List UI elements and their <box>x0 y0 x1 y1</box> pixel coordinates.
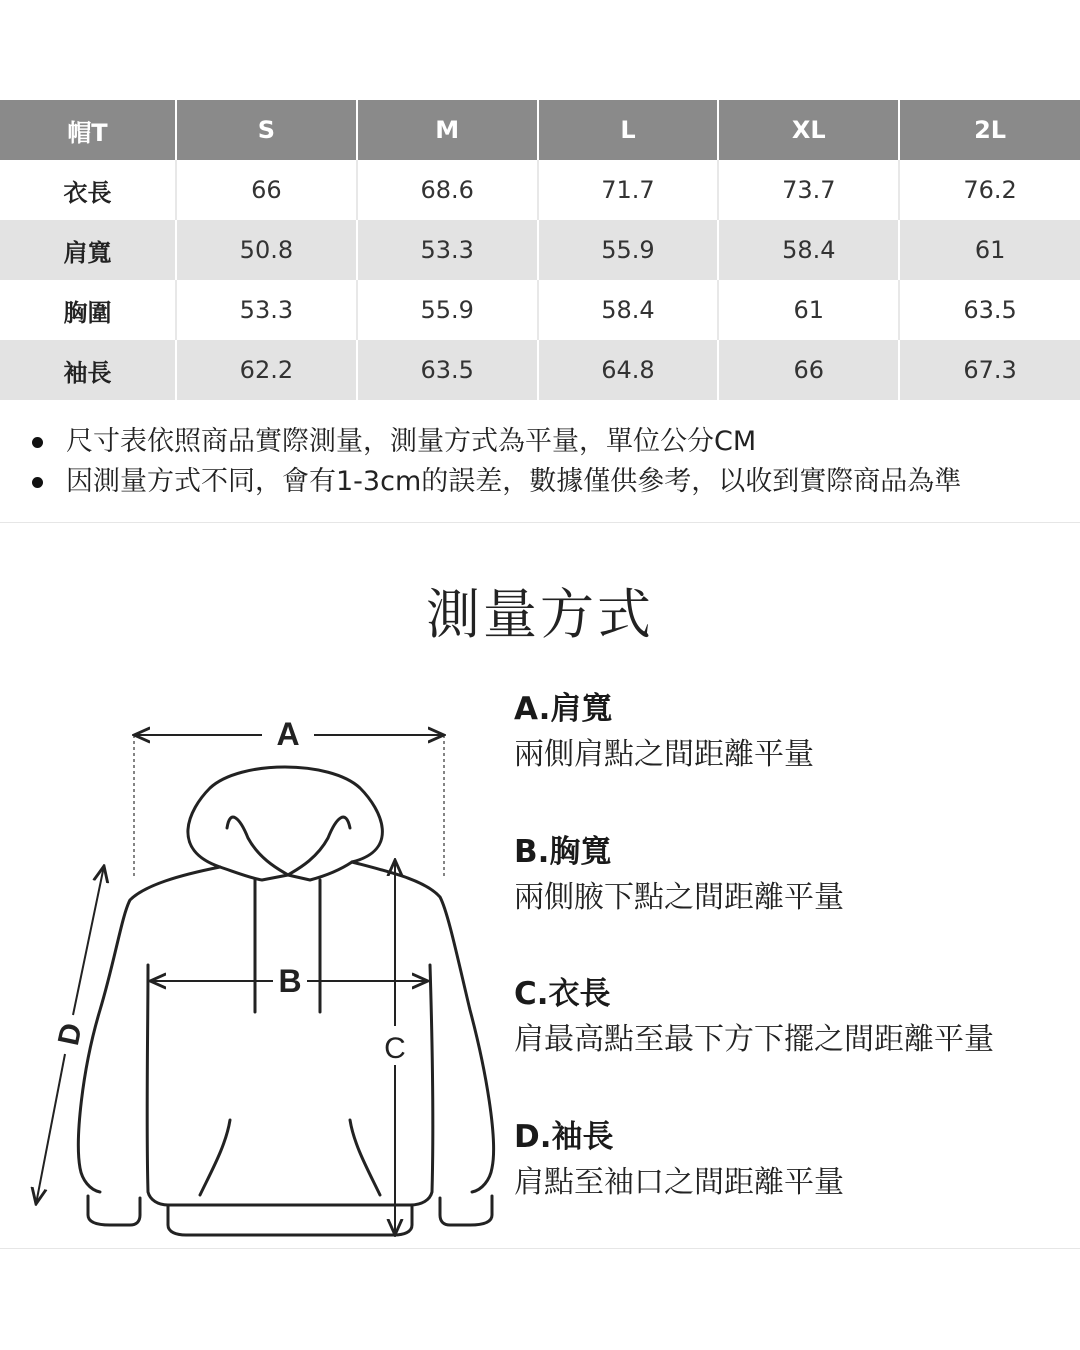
section-title: 測量方式 <box>426 583 654 646</box>
table-cell: 73.7 <box>718 160 899 220</box>
table-cell: 61 <box>899 220 1080 280</box>
table-header-cell: S <box>176 100 357 160</box>
table-cell: 58.4 <box>718 220 899 280</box>
table-cell: 63.5 <box>357 340 538 400</box>
table-cell: 66 <box>176 160 357 220</box>
table-cell: 50.8 <box>176 220 357 280</box>
table-header-row <box>0 100 1080 160</box>
measure-item-d <box>514 1116 1074 1208</box>
table-cell: 55.9 <box>357 280 538 340</box>
table-cell: 66 <box>718 340 899 400</box>
label-b: B <box>278 963 302 999</box>
note-item: 因測量方式不同，會有1-3cm的誤差，數據僅供參考，以收到實際商品為準 <box>30 462 1070 502</box>
table-cell: 63.5 <box>963 296 1017 324</box>
table-header-cell: 2L <box>899 100 1080 160</box>
table-cell: 58.4 <box>538 280 719 340</box>
table-cell: 71.7 <box>538 160 719 220</box>
size-table <box>0 100 1080 400</box>
table-header-cell: L <box>538 100 719 160</box>
note-item: 尺寸表依照商品實際測量，測量方式為平量，單位公分CM <box>30 422 1070 462</box>
measure-item-b <box>514 831 1074 923</box>
table-cell: 68.6 <box>357 160 538 220</box>
label-d: D <box>52 1020 89 1049</box>
table-cell: 76.2 <box>963 176 1017 204</box>
measure-item-desc: 肩最高點至最下方下擺之間距離平量 <box>514 1022 994 1057</box>
measure-item-title: D.袖長 <box>514 1119 614 1155</box>
table-header-cell: XL <box>718 100 899 160</box>
divider <box>0 522 1080 523</box>
label-c: C <box>384 1032 406 1065</box>
table-row <box>0 160 1080 220</box>
measure-item-title: A.肩寬 <box>514 691 613 727</box>
guide-lines <box>134 735 444 878</box>
measure-item-desc: 兩側肩點之間距離平量 <box>514 737 814 772</box>
table-cell: 53.3 <box>357 220 538 280</box>
hoodie-diagram <box>30 700 510 1245</box>
notes-list <box>30 422 1070 502</box>
hoodie-outline <box>78 767 493 1235</box>
label-a: A <box>276 716 300 752</box>
table-header-cell: 帽T <box>0 100 176 160</box>
divider <box>0 1248 1080 1249</box>
measure-item-c <box>514 973 1074 1065</box>
table-cell: 53.3 <box>176 280 357 340</box>
measure-item-a <box>514 688 1074 780</box>
table-row <box>0 280 1080 340</box>
table-cell: 62.2 <box>176 340 357 400</box>
table-cell: 55.9 <box>538 220 719 280</box>
measure-item-title: B.胸寬 <box>514 834 612 870</box>
table-header-cell: M <box>357 100 538 160</box>
row-label: 衣長 <box>0 160 176 220</box>
measure-arrows <box>36 735 444 1235</box>
row-label: 肩寬 <box>0 220 176 280</box>
table-cell: 64.8 <box>538 340 719 400</box>
table-cell: 67.3 <box>899 340 1080 400</box>
table-row <box>0 340 1080 400</box>
row-label: 胸圍 <box>0 280 176 340</box>
measure-item-desc: 兩側腋下點之間距離平量 <box>514 880 844 915</box>
table-row <box>0 220 1080 280</box>
measure-item-title: C.衣長 <box>514 976 611 1012</box>
table-cell: 61 <box>718 280 899 340</box>
row-label: 袖長 <box>0 340 176 400</box>
measure-item-desc: 肩點至袖口之間距離平量 <box>514 1165 844 1200</box>
